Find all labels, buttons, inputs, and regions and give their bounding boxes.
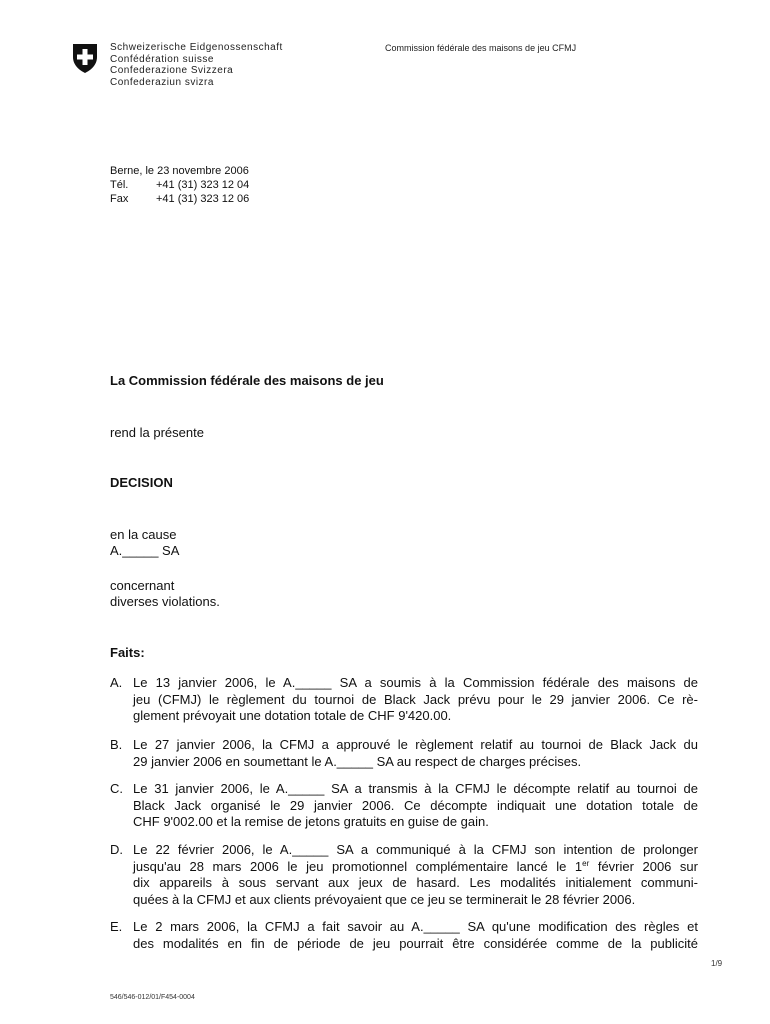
telephone-label: Tél. <box>110 179 129 191</box>
fact-text <box>133 781 698 831</box>
decision-title: DECISION <box>110 475 173 490</box>
fact-line-part: jusqu'au 28 mars 2006 le jeu promotionnel complémentaire lancé le 1 <box>133 858 583 874</box>
fact-line: jeu (CFMJ) le règlement du tournoi de Black Jack prévu pour le 29 janvier 2006. Ce rè- <box>133 691 698 707</box>
fact-line: Le 22 février 2006, le A._____ SA a communiqué à la CFMJ son intention de prolonger <box>133 842 698 857</box>
fact-letter: A. <box>110 675 123 690</box>
fact-item-d <box>110 842 698 908</box>
government-name-block <box>110 42 283 88</box>
facts-heading: Faits: <box>110 645 145 660</box>
case-parties <box>110 527 179 559</box>
letter-meta <box>110 164 249 206</box>
case-party: A._____ SA <box>110 543 180 558</box>
fax-row <box>110 192 249 206</box>
fact-line: Le 31 janvier 2006, le A._____ SA a transmis à la CFMJ le décompte relatif au tournoi de <box>133 781 698 796</box>
fact-line: quées à la CFMJ et aux clients prévoyaient que ce jeu se terminerait le 28 février 2006. <box>133 891 636 907</box>
fact-item-a <box>110 675 698 725</box>
fact-line: Le 13 janvier 2006, le A._____ SA a soumis à la Commission fédérale des maisons de <box>133 675 698 690</box>
fact-text <box>133 842 698 908</box>
issuing-authority: La Commission fédérale des maisons de jeu <box>110 373 384 388</box>
page-number: 1/9 <box>711 959 723 968</box>
fact-line: Le 27 janvier 2006, la CFMJ a approuvé le règlement relatif au tournoi de Black Jack du <box>133 737 698 752</box>
document-reference-code: 546/546-012/01/F454-0004 <box>110 994 195 1001</box>
government-line-fr: Confédération suisse <box>110 53 214 65</box>
fact-line: 29 janvier 2006 en soumettant le A._____ SA au respect de charges précises. <box>133 753 582 769</box>
fact-item-e <box>110 919 698 952</box>
fact-line <box>133 859 698 876</box>
fact-line: dix appareils à sous servant aux jeux de hasard. Les modalités initialement communi- <box>133 875 698 891</box>
fact-text <box>133 737 698 770</box>
place-date: Berne, le 23 novembre 2006 <box>110 165 249 177</box>
subject-intro: concernant <box>110 578 175 593</box>
case-subject <box>110 578 220 610</box>
swiss-coat-of-arms-icon <box>71 42 99 74</box>
fact-line-part: février 2006 sur <box>589 858 698 874</box>
telephone-value: +41 (31) 323 12 04 <box>156 179 250 191</box>
case-intro: en la cause <box>110 527 177 542</box>
subject-text: diverses violations. <box>110 594 220 609</box>
fact-line: des modalités en fin de période de jeu pourrait être considérée comme de la publicité <box>133 935 698 951</box>
header-commission-name: Commission fédérale des maisons de jeu CFMJ <box>385 43 577 53</box>
government-line-it: Confederazione Svizzera <box>110 65 234 77</box>
government-line-rm: Confederaziun svizra <box>110 76 214 88</box>
fact-letter: E. <box>110 919 123 934</box>
fact-item-b <box>110 737 698 770</box>
government-line-de: Schweizerische Eidgenossenschaft <box>110 42 283 53</box>
rend-la-presente: rend la présente <box>110 425 204 440</box>
fact-line: Black Jack organisé le 29 janvier 2006. Ce décompte indiquait une dotation totale de <box>133 797 698 813</box>
fact-text <box>133 675 698 725</box>
fact-item-c <box>110 781 698 831</box>
fact-letter: B. <box>110 737 123 752</box>
fax-value: +41 (31) 323 12 06 <box>156 193 250 205</box>
fact-line: CHF 9'002.00 et la remise de jetons gratuits en guise de gain. <box>133 814 489 830</box>
fact-line: glement prévoyait une dotation totale de CHF 9'420.00. <box>133 708 452 724</box>
fact-line: Le 2 mars 2006, la CFMJ a fait savoir au A._____ SA qu'une modification des règles et <box>133 919 698 934</box>
fact-letter: C. <box>110 781 123 796</box>
fact-letter: D. <box>110 842 123 857</box>
telephone-row <box>110 178 249 192</box>
ordinal-superscript: er <box>582 858 590 868</box>
fact-text <box>133 919 698 952</box>
fax-label: Fax <box>110 193 129 205</box>
